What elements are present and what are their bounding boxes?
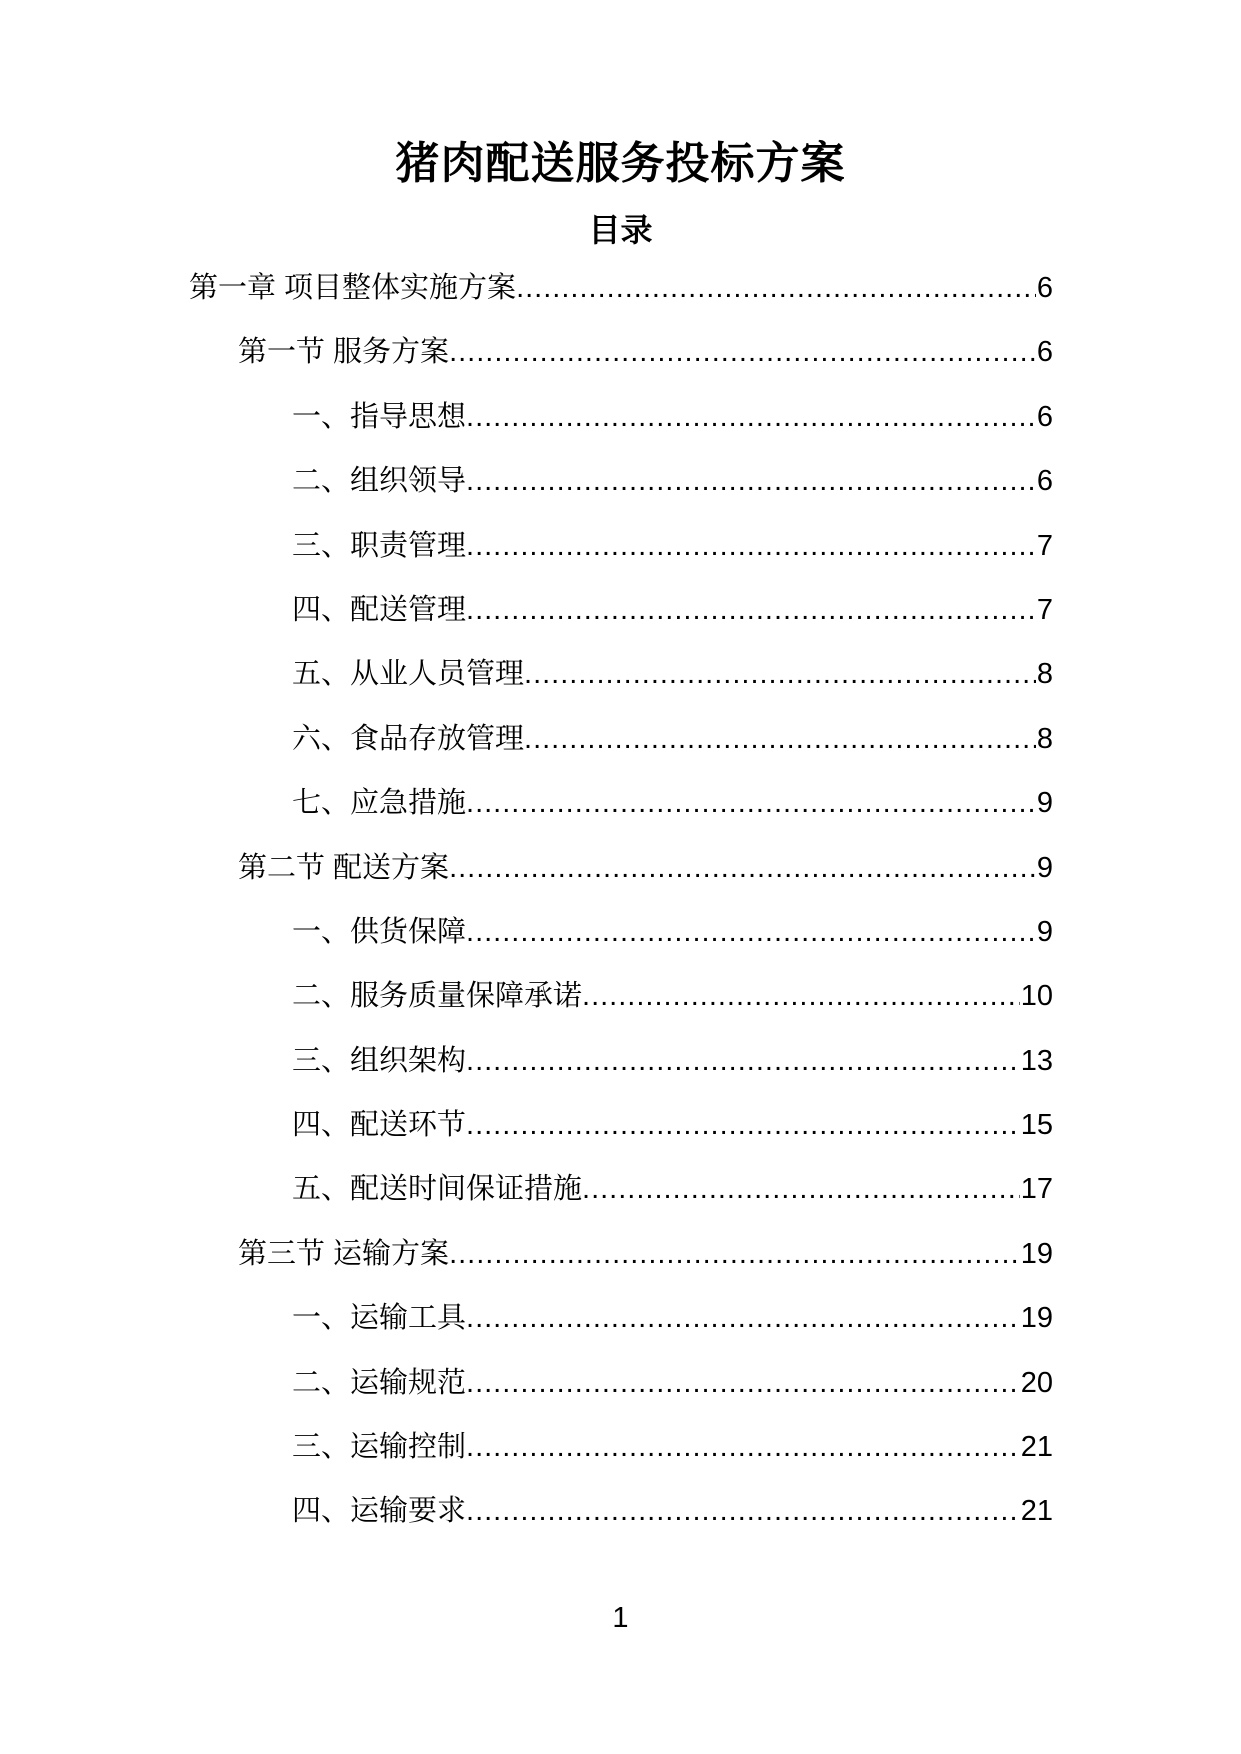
toc-entry — [189, 449, 1053, 513]
toc-entry — [189, 1286, 1053, 1350]
toc-list — [189, 256, 1053, 1544]
toc-leader-dots — [466, 449, 1036, 513]
toc-entry — [189, 771, 1053, 835]
toc-entry-label: 第三节 运输方案 — [238, 1237, 450, 1270]
toc-entry — [189, 578, 1053, 642]
toc-entry-label: 七、应急措施 — [292, 787, 467, 820]
toc-entry-page: 7 — [1036, 593, 1053, 626]
toc-entry-label: 四、配送管理 — [292, 593, 467, 626]
toc-entry-page: 6 — [1036, 465, 1053, 498]
toc-leader-dots — [466, 385, 1036, 449]
toc-entry — [189, 964, 1053, 1028]
toc-entry — [189, 256, 1053, 320]
toc-entry — [189, 514, 1053, 578]
toc-leader-dots — [524, 642, 1036, 706]
page-number-footer: 1 — [612, 1602, 629, 1634]
toc-entry — [189, 1157, 1053, 1221]
toc-entry-label: 三、职责管理 — [292, 529, 467, 562]
toc-leader-dots — [449, 320, 1036, 384]
toc-leader-dots — [466, 514, 1036, 578]
toc-entry — [189, 1351, 1053, 1415]
toc-entry — [189, 642, 1053, 706]
toc-heading: 目录 — [588, 212, 653, 248]
toc-leader-dots — [466, 1286, 1020, 1350]
toc-entry-page: 15 — [1020, 1109, 1053, 1142]
toc-leader-dots — [524, 707, 1036, 771]
toc-leader-dots — [466, 1029, 1020, 1093]
toc-entry-page: 7 — [1036, 529, 1053, 562]
toc-entry-page: 13 — [1020, 1044, 1053, 1077]
toc-entry-label: 二、服务质量保障承诺 — [292, 980, 583, 1013]
toc-entry-page: 21 — [1020, 1495, 1053, 1528]
toc-leader-dots — [516, 256, 1036, 320]
toc-leader-dots — [466, 1415, 1020, 1479]
toc-entry-page: 6 — [1036, 400, 1053, 433]
toc-entry-label: 三、运输控制 — [292, 1431, 467, 1464]
toc-entry — [189, 1029, 1053, 1093]
toc-leader-dots — [466, 1093, 1020, 1157]
toc-leader-dots — [449, 1222, 1020, 1286]
toc-entry-page: 21 — [1020, 1431, 1053, 1464]
toc-leader-dots — [582, 964, 1020, 1028]
toc-entry-page: 6 — [1036, 272, 1053, 304]
toc-entry-label: 五、从业人员管理 — [292, 658, 525, 691]
toc-entry-label: 一、供货保障 — [292, 915, 467, 948]
toc-entry — [189, 385, 1053, 449]
toc-entry-label: 三、组织架构 — [292, 1044, 467, 1077]
toc-entry-label: 五、配送时间保证措施 — [292, 1173, 583, 1206]
toc-entry-label: 第一节 服务方案 — [238, 336, 450, 369]
toc-entry-page: 20 — [1020, 1366, 1053, 1399]
toc-entry-label: 六、食品存放管理 — [292, 722, 525, 755]
toc-entry-page: 17 — [1020, 1173, 1053, 1206]
toc-entry-label: 二、组织领导 — [292, 465, 467, 498]
toc-entry-page: 8 — [1036, 658, 1053, 691]
toc-leader-dots — [582, 1157, 1020, 1221]
toc-entry — [189, 1222, 1053, 1286]
toc-entry — [189, 1415, 1053, 1479]
toc-entry — [189, 1479, 1053, 1543]
toc-entry-page: 10 — [1020, 980, 1053, 1013]
document-title: 猪肉配送服务投标方案 — [395, 139, 846, 188]
toc-entry-page: 9 — [1036, 915, 1053, 948]
toc-entry-page: 9 — [1036, 787, 1053, 820]
toc-entry — [189, 320, 1053, 384]
toc-entry-page: 19 — [1020, 1302, 1053, 1335]
toc-leader-dots — [449, 836, 1036, 900]
toc-entry — [189, 900, 1053, 964]
toc-entry-label: 第一章 项目整体实施方案 — [189, 272, 517, 304]
toc-leader-dots — [466, 578, 1036, 642]
toc-entry-page: 9 — [1036, 851, 1053, 884]
toc-entry-label: 四、运输要求 — [292, 1495, 467, 1528]
toc-leader-dots — [466, 1479, 1020, 1543]
toc-entry-label: 一、指导思想 — [292, 400, 467, 433]
toc-entry — [189, 836, 1053, 900]
toc-leader-dots — [466, 1351, 1020, 1415]
toc-entry-label: 四、配送环节 — [292, 1109, 467, 1142]
toc-entry-label: 第二节 配送方案 — [238, 851, 450, 884]
toc-entry — [189, 707, 1053, 771]
toc-entry-page: 19 — [1020, 1237, 1053, 1270]
toc-leader-dots — [466, 771, 1036, 835]
toc-entry-page: 8 — [1036, 722, 1053, 755]
toc-entry — [189, 1093, 1053, 1157]
toc-entry-label: 二、运输规范 — [292, 1366, 467, 1399]
toc-entry-page: 6 — [1036, 336, 1053, 369]
toc-entry-label: 一、运输工具 — [292, 1302, 467, 1335]
toc-leader-dots — [466, 900, 1036, 964]
